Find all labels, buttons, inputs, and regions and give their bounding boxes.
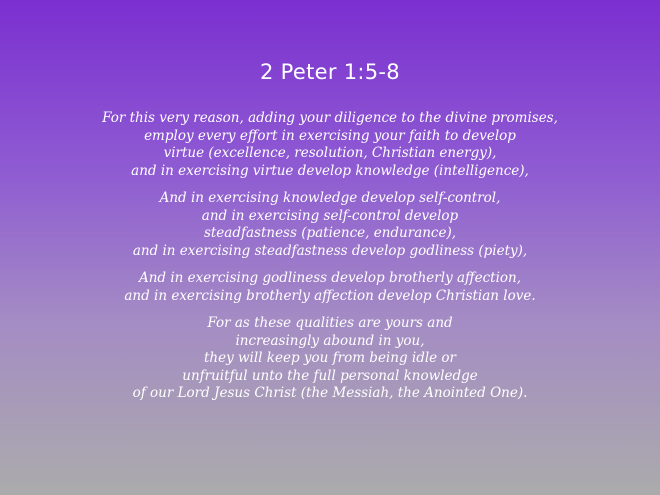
text-line: For as these qualities are yours and [207,315,453,331]
text-line: increasingly abound in you, [235,332,425,349]
scripture-text [20,110,640,413]
text-line: and in exercising self-control develop [201,207,459,224]
paragraph-4 [20,315,640,403]
text-line: unfruitful unto the full personal knowledge [182,367,478,384]
text-line: And in exercising knowledge develop self-control, [159,190,501,206]
paragraph-1 [20,110,640,180]
text-line: For this very reason, adding your diligence to the divine promises, [102,110,558,126]
text-line: employ every effort in exercising your faith to develop [144,127,516,144]
slide-title: 2 Peter 1:5-8 [260,60,400,84]
text-line: and in exercising steadfastness develop godliness (piety), [132,242,528,259]
paragraph-3 [20,270,640,305]
text-line: of our Lord Jesus Christ (the Messiah, the Anointed One). [132,385,528,401]
text-line: and in exercising brotherly affection develop Christian love. [124,287,536,304]
text-line: they will keep you from being idle or [203,350,457,366]
text-line: And in exercising godliness develop brotherly affection, [138,270,522,286]
text-line: virtue (excellence, resolution, Christian energy), [163,145,497,161]
paragraph-2 [20,190,640,260]
text-line: and in exercising virtue develop knowledge (intelligence), [131,162,529,179]
text-line: steadfastness (patience, endurance), [203,225,457,241]
